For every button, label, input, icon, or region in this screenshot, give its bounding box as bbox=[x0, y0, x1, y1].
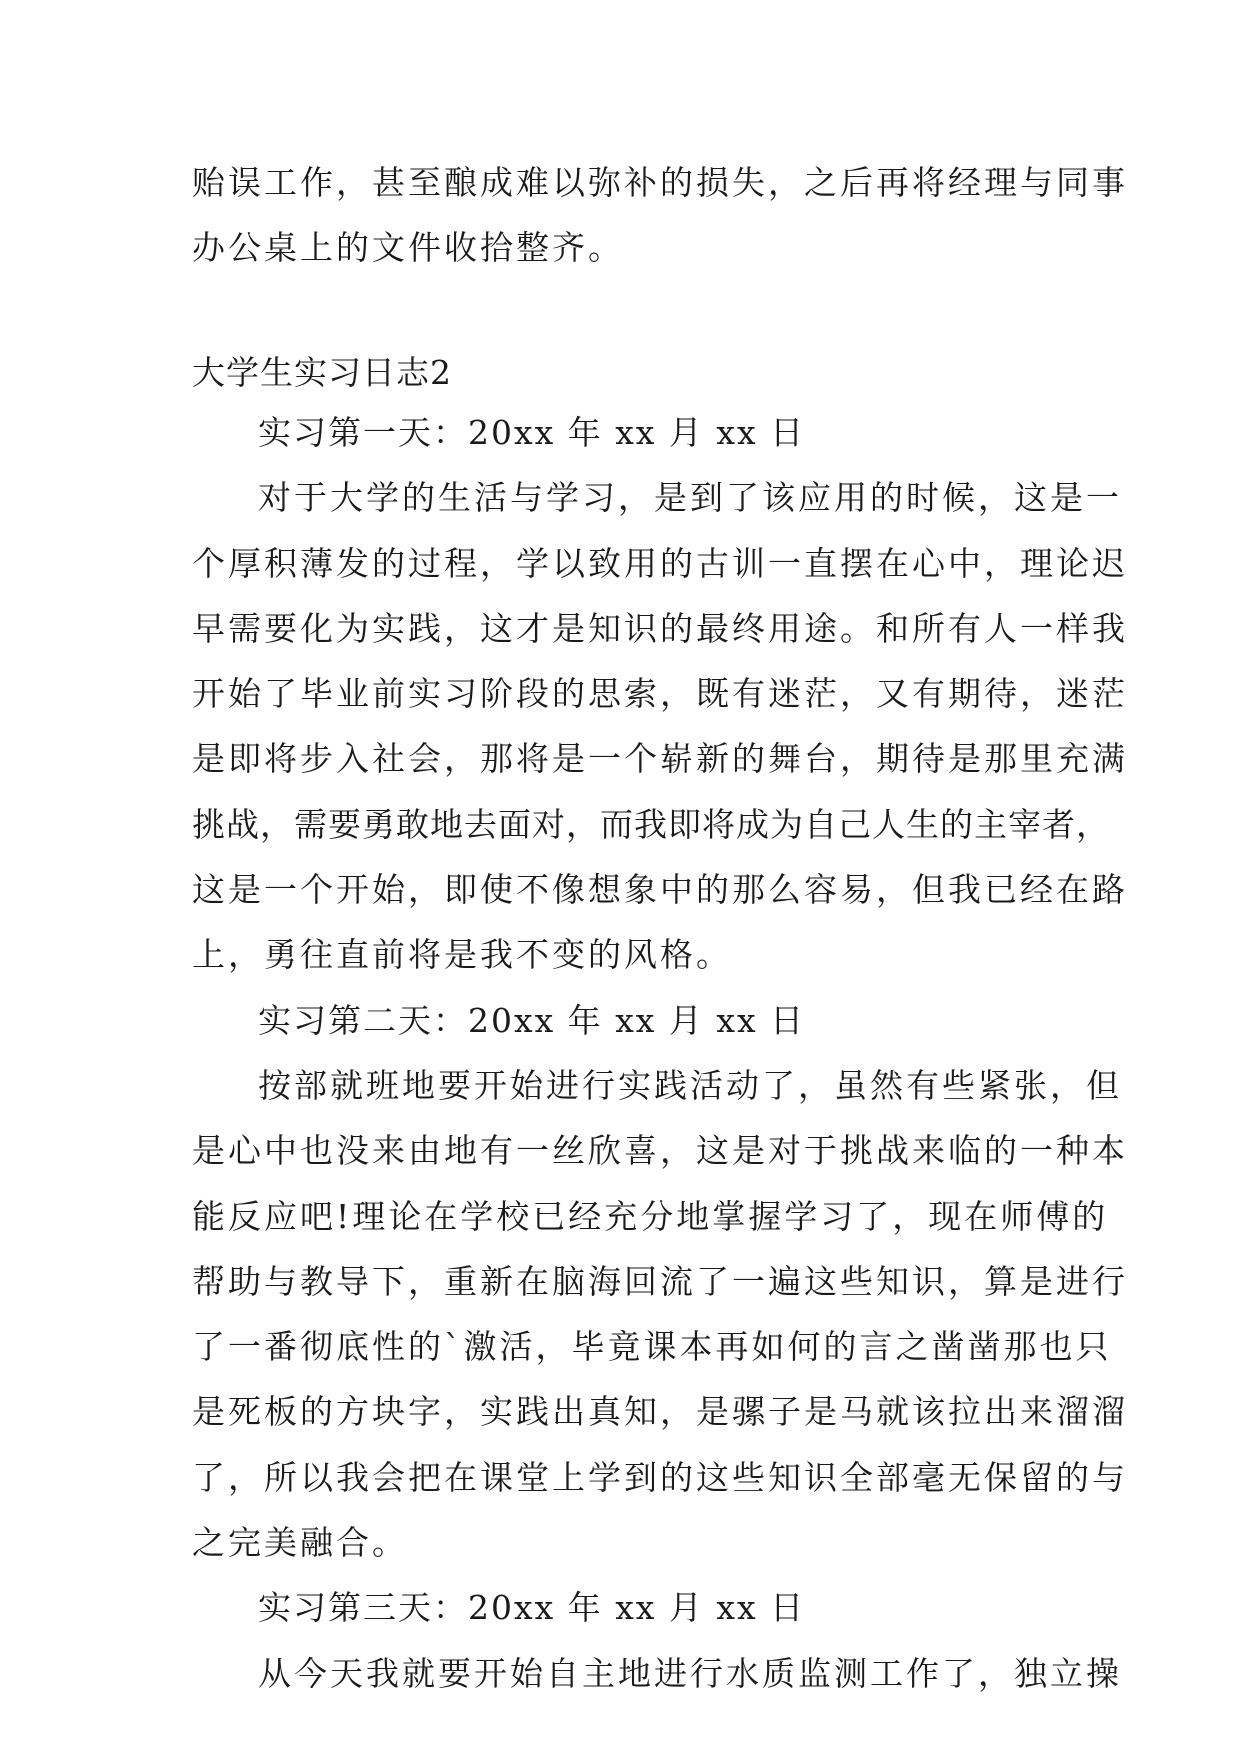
paragraph-line: 了，所以我会把在课堂上学到的这些知识全部毫无保留的与 bbox=[192, 1457, 1128, 1497]
paragraph-line: 是即将步入社会，那将是一个崭新的舞台，期待是那里充满 bbox=[192, 739, 1128, 779]
entry-date-line: 实习第二天：20xx 年 xx 月 xx 日 bbox=[258, 1000, 806, 1040]
section-title-text: 大学生实习日志2 bbox=[192, 353, 452, 392]
paragraph-line: 上，勇往直前将是我不变的风格。 bbox=[192, 935, 732, 975]
entry-date-line: 实习第三天：20xx 年 xx 月 xx 日 bbox=[258, 1588, 806, 1628]
paragraph-line: 帮助与教导下，重新在脑海回流了一遍这些知识，算是进行 bbox=[192, 1261, 1128, 1301]
log-entries bbox=[192, 400, 1128, 1706]
entry-date-line: 实习第一天：20xx 年 xx 月 xx 日 bbox=[258, 413, 806, 452]
paragraph-line: 是死板的方块字，实践出真知，是骡子是马就该拉出来溜溜 bbox=[192, 1392, 1128, 1432]
paragraph-line: 按部就班地要开始进行实践活动了，虽然有些紧张，但 bbox=[258, 1065, 1122, 1105]
paragraph-line: 早需要化为实践，这才是知识的最终用途。和所有人一样我 bbox=[192, 608, 1128, 648]
paragraph-line: 之完美融合。 bbox=[192, 1523, 408, 1563]
paragraph-line: 从今天我就要开始自主地进行水质监测工作了，独立操 bbox=[258, 1653, 1122, 1693]
paragraph-line: 这是一个开始，即使不像想象中的那么容易，但我已经在路 bbox=[192, 870, 1128, 910]
continued-paragraph bbox=[192, 150, 1128, 281]
paragraph-line: 挑战，需要勇敢地去面对，而我即将成为自己人生的主宰者， bbox=[192, 804, 1110, 844]
paragraph-line: 了一番彻底性的`激活，毕竟课本再如何的言之凿凿那也只 bbox=[192, 1327, 1112, 1367]
paragraph-line: 是心中也没来由地有一丝欣喜，这是对于挑战来临的一种本 bbox=[192, 1131, 1128, 1171]
paragraph-line: 能反应吧!理论在学校已经充分地掌握学习了，现在师傅的 bbox=[192, 1196, 1109, 1236]
paragraph-line: 贻误工作，甚至酿成难以弥补的损失，之后再将经理与同事 bbox=[192, 163, 1128, 202]
paragraph-line: 办公桌上的文件收拾整齐。 bbox=[192, 228, 624, 268]
paragraph-line: 对于大学的生活与学习，是到了该应用的时候，这是一 bbox=[258, 478, 1122, 518]
section-title bbox=[192, 340, 1050, 405]
paragraph-line: 个厚积薄发的过程，学以致用的古训一直摆在心中，理论迟 bbox=[192, 543, 1128, 583]
paragraph-line: 开始了毕业前实习阶段的思索，既有迷茫，又有期待，迷茫 bbox=[192, 674, 1128, 714]
